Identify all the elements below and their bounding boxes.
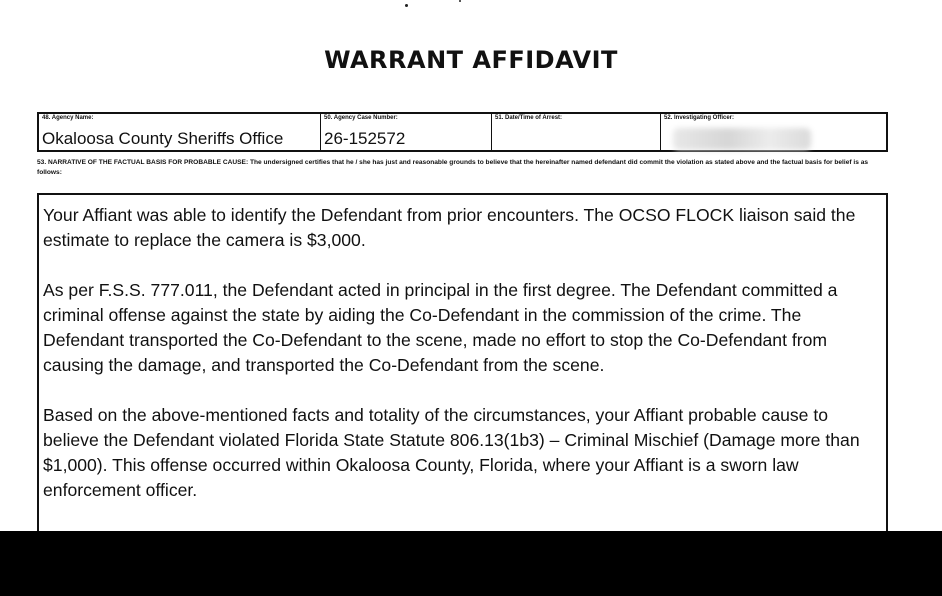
agency-name-label: 48. Agency Name: [42, 115, 94, 121]
document-title: WARRANT AFFIDAVIT [324, 46, 618, 74]
agency-name-cell [39, 114, 321, 150]
arrest-datetime-cell [492, 114, 661, 150]
narrative-paragraph: As per F.S.S. 777.011, the Defendant acted in principal in the first degree. The Defendant committed a criminal offense against the state by aiding the Co-Defendant in the commission of the crime. The Defendant transported the Co-Defendant to the scene, made no effort to stop the Co-Defendant from causing the damage, and transported the Co-Defendant from the scene. [43, 280, 838, 375]
narrative-paragraph: Your Affiant was able to identify the Defendant from prior encounters. The OCSO FLOCK liaison said the estimate to replace the camera is $3,000. [43, 205, 856, 250]
header-table [37, 112, 888, 152]
agency-name-value: Okaloosa County Sheriffs Office [42, 129, 284, 148]
case-number-label: 50. Agency Case Number: [324, 115, 398, 121]
scan-speck [459, 0, 461, 2]
redacted-officer-name [673, 128, 811, 150]
redaction-bar [0, 531, 942, 596]
arrest-datetime-label: 51. Date/Time of Arrest: [495, 115, 563, 121]
narrative-box [37, 193, 888, 553]
narrative-section-label: 53. NARRATIVE OF THE FACTUAL BASIS FOR PROBABLE CAUSE: The undersigned certifies that he / she has just and reasonable grounds to believe that the hereinafter named defendant did commit the violation as stated above and the factual basis for belief is as follows: [37, 159, 869, 176]
investigating-officer-cell [661, 114, 886, 150]
case-number-value: 26-152572 [324, 129, 406, 148]
case-number-cell [321, 114, 492, 150]
narrative-paragraph: Based on the above-mentioned facts and totality of the circumstances, your Affiant probable cause to believe the Defendant violated Florida State Statute 806.13(1b3) – Criminal Mischief (Damage more than $1,000). This offense occurred within Okaloosa County, Florida, where your Affiant is a sworn law enforcement officer. [43, 405, 860, 500]
investigating-officer-label: 52. Investigating Officer: [664, 115, 735, 121]
scan-speck [405, 4, 408, 7]
